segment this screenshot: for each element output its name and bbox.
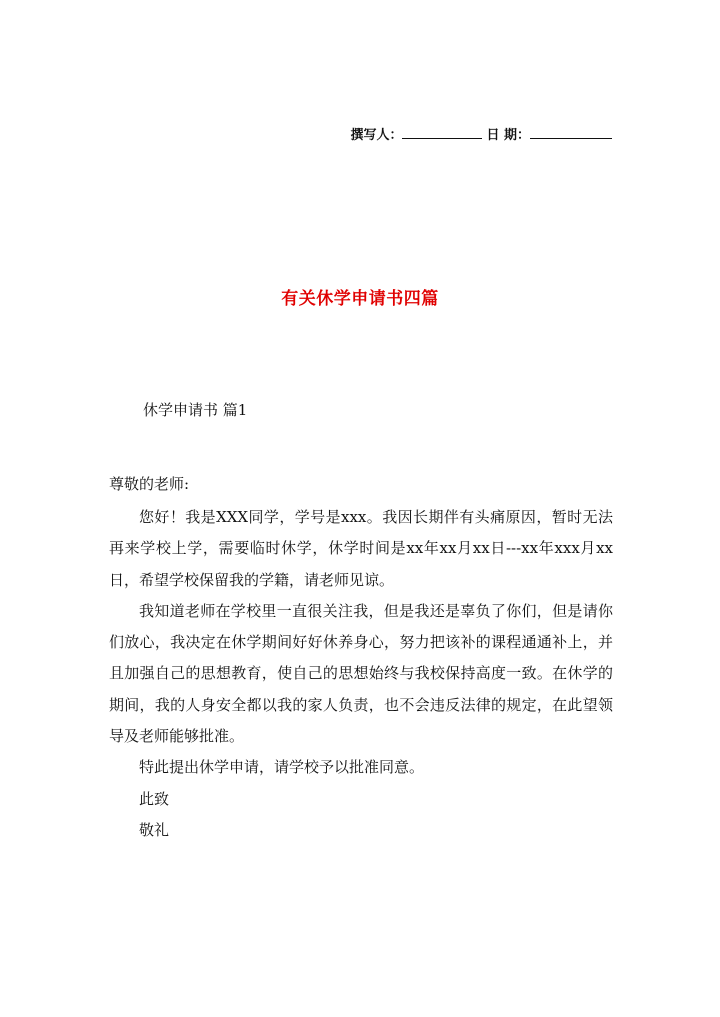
paragraph-greeting: 您好！我是XXX同学，学号是xxx。我因长期伴有头痛原因，暂时无法再来学校上学，需要临时休学，休学时间是xx年xx月xx日---xx年xxx月xx日，希望学校保留我的学籍，请老师见谅。 [109,508,613,589]
salutation: 尊敬的老师: [109,475,190,493]
paragraph-request: 特此提出休学申请，请学校予以批准同意。 [139,758,425,777]
author-date-line [350,124,612,143]
closing-salute: 敬礼 [139,820,170,839]
date-label: 日 期： [486,128,530,143]
author-blank [402,124,482,139]
document-title: 有关休学申请书四篇 [281,289,439,309]
closing-line: 此致 [139,789,170,808]
section-heading: 休学申请书 篇1 [143,401,248,419]
date-blank [530,124,612,139]
letter-body [109,502,613,846]
author-label: 撰写人： [350,128,403,143]
paragraph-commitment: 我知道老师在学校里一直很关注我，但是我还是辜负了你们，但是请你们放心，我决定在休学期间好好休养身心，努力把该补的课程通通补上，并且加强自己的思想教育，使自己的思想始终与我校保持高度一致。在休学的期间，我的人身安全都以我的家人负责，也不会违反法律的规定，在此望领导及老师能够批准。 [109,601,613,746]
